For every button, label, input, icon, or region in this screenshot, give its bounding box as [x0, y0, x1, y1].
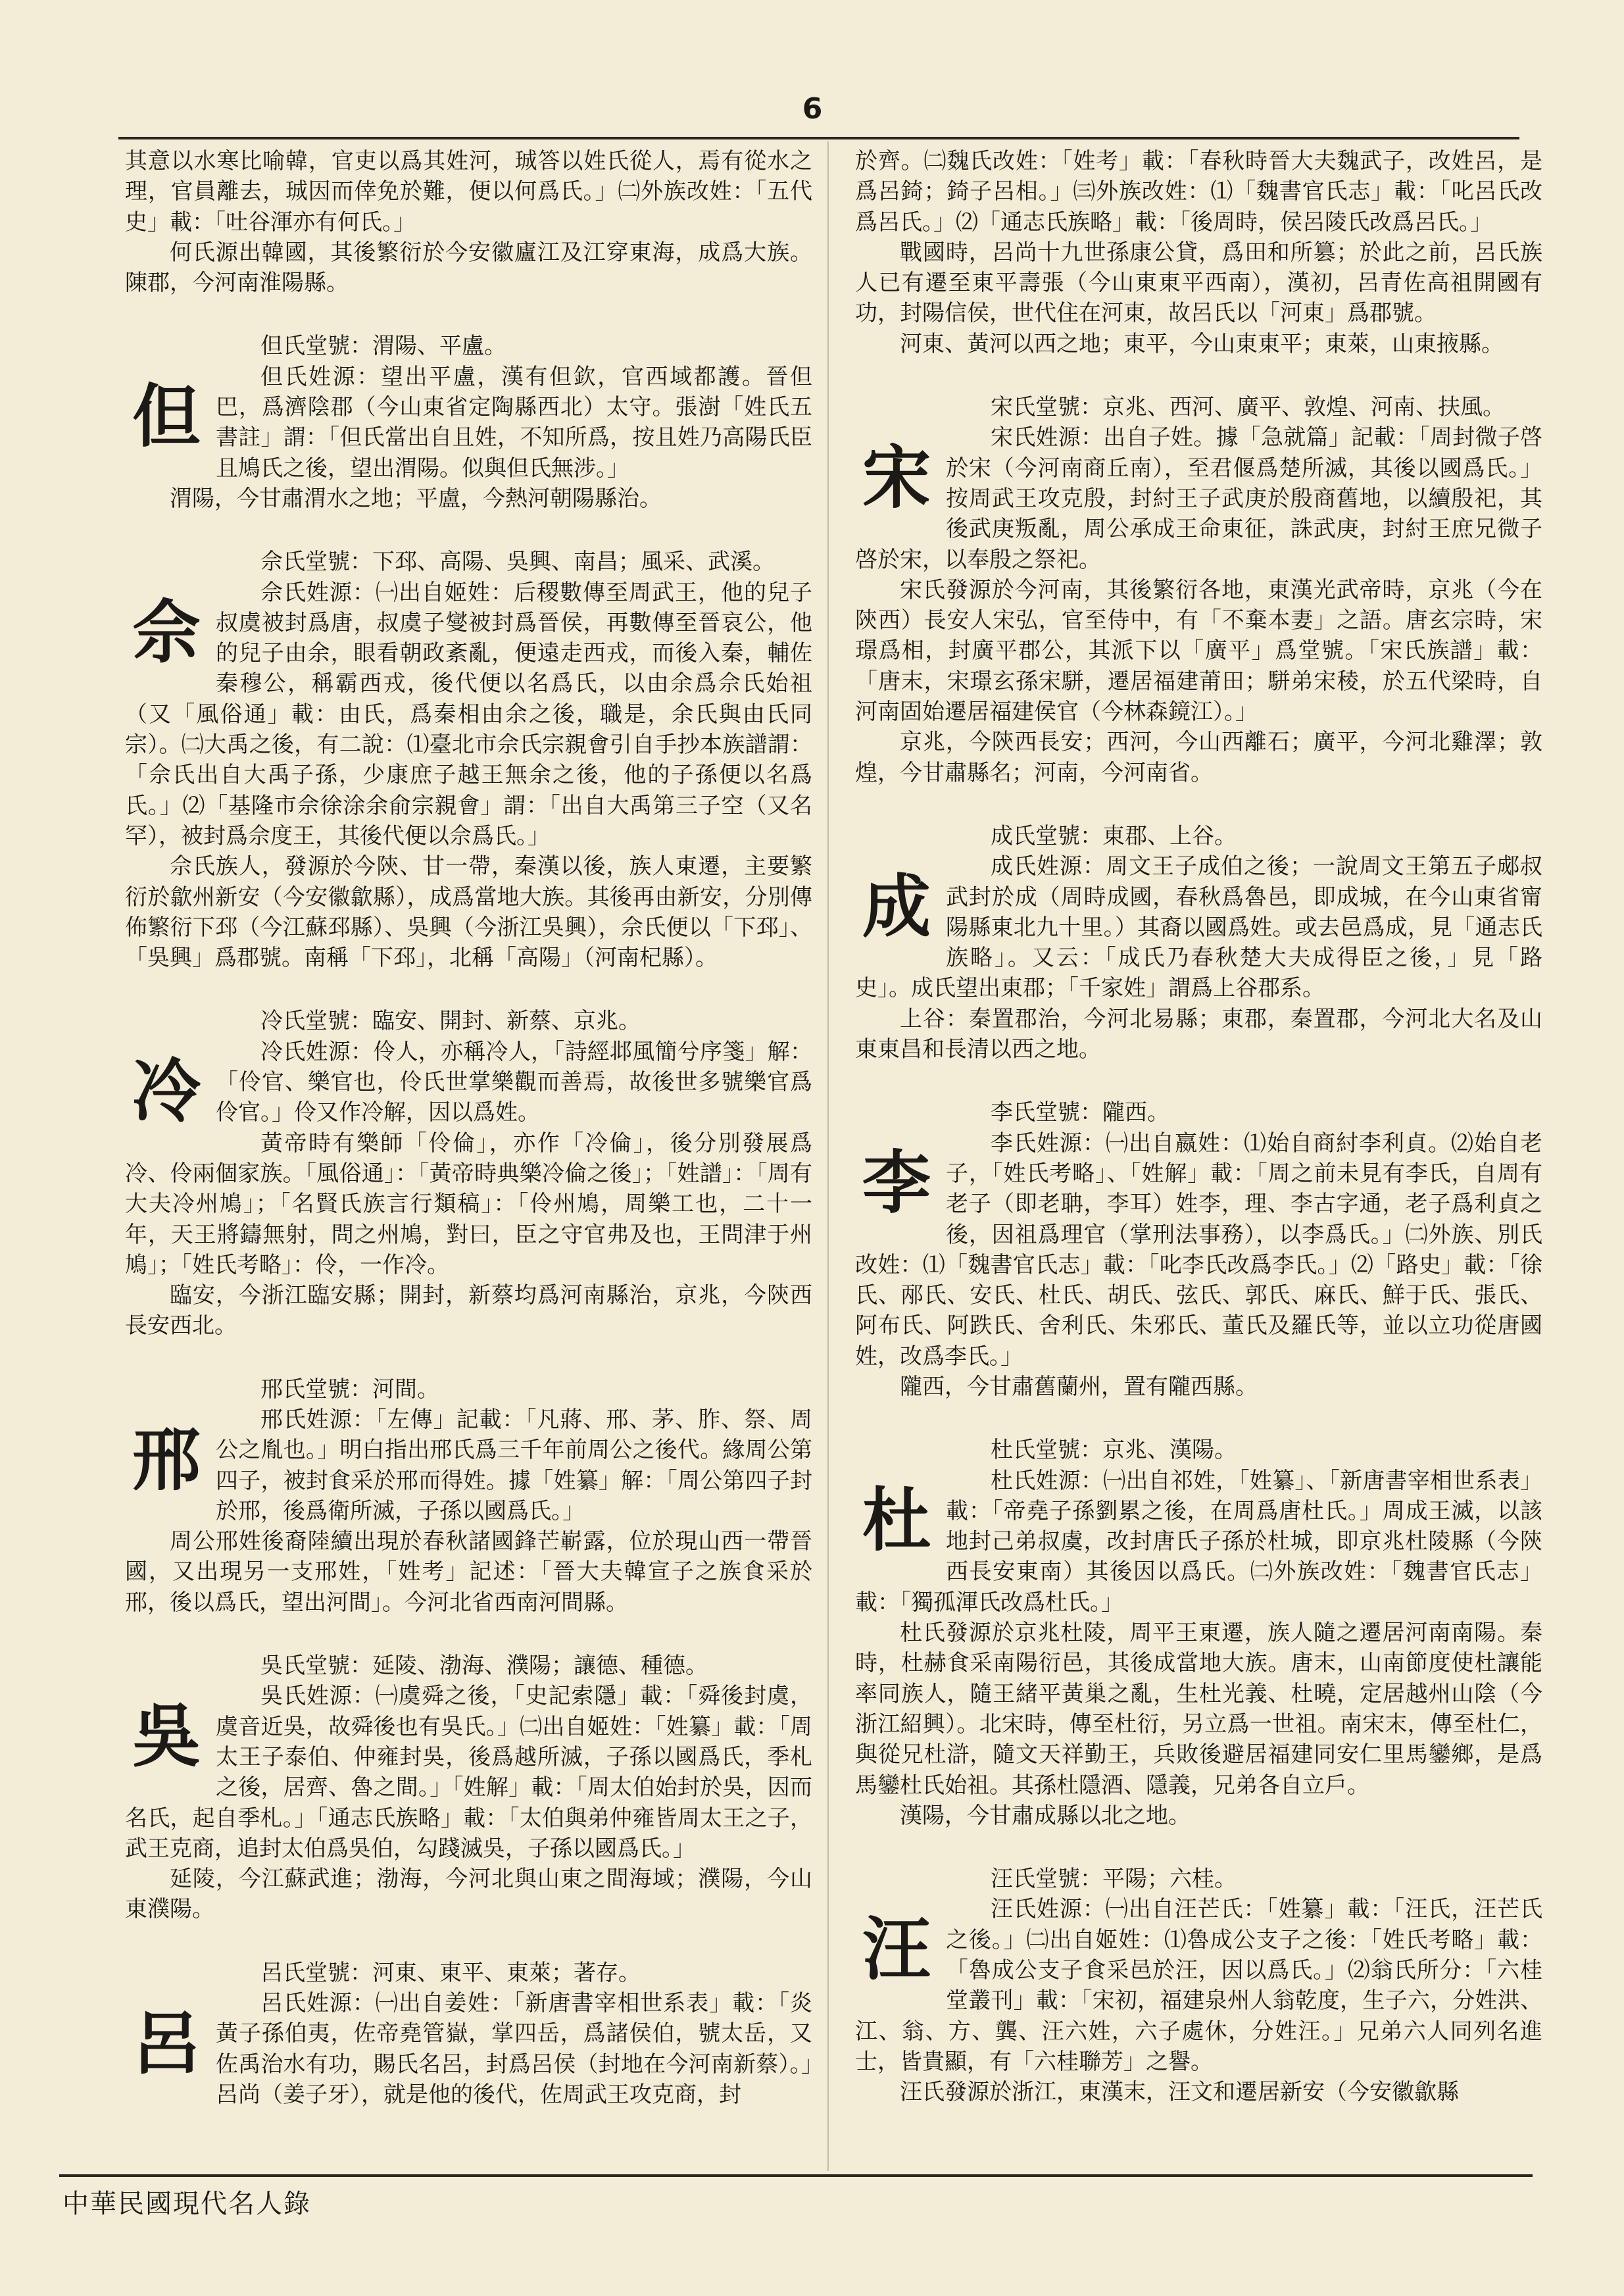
entry-paragraph: 佘氏姓源：㈠出自姬姓：后稷數傳至周武王，他的兒子叔虞被封爲唐，叔虞子燮被封爲晉侯，再數傳至晉哀公，他的兒子由余，眼看朝政紊亂，便遠走西戎，而後入秦，輔佐秦穆公，稱霸西戎，後代便以名爲氏，以由余爲佘氏始祖（又「風俗通」載：由氏，爲秦相由余之後，職是，余氏與由氏同宗）。㈡大禹之後，有二說：⑴臺北市佘氏宗親會引自手抄本族譜謂：「佘氏出自大禹子孫，少康庶子越王無余之後，他的子孫便以名爲氏。」⑵「基隆市佘徐涂余俞宗親會」謂：「出自大禹第三子空（又名罕），被封爲佘度王，其後代便以佘爲氏。」: [125, 579, 812, 849]
page-number: 6: [802, 92, 823, 126]
entry-paragraph: 佘氏族人，發源於今陝、甘一帶，秦漢以後，族人東遷，主要繁衍於歙州新安（今安徽歙縣），成爲當地大族。其後再由新安，分別傳佈繁衍下邳（今江蘇邳縣）、吳興（今浙江吳興），佘氏便以「下邳」、「吳興」爲郡號。南稱「下邳」，北稱「高陽」（河南杞縣）。: [125, 853, 812, 972]
entry-paragraph: 河東、黃河以西之地；東平，今山東東平；東萊，山東掖縣。: [900, 330, 1504, 357]
entry-paragraph: 呂氏堂號：河東、東平、東萊；著存。: [260, 1959, 641, 1986]
entry-paragraph: 漢陽，今甘肅成縣以北之地。: [900, 1802, 1191, 1829]
entry-paragraph: 邢氏堂號：河間。: [260, 1376, 439, 1403]
entry-paragraph: 渭陽，今甘肅渭水之地；平盧，今熱河朝陽縣治。: [170, 485, 662, 512]
surname-heading: 邢: [132, 1418, 201, 1500]
entry-paragraph: 成氏堂號：東郡、上谷。: [991, 822, 1237, 849]
entry-paragraph: 宋氏發源於今河南，其後繁衍各地，東漢光武帝時，京兆（今在陝西）長安人宋弘，官至侍中，有「不棄本妻」之語。唐玄宗時，宋璟爲相，封廣平郡公，其派下以「廣平」爲堂號。「宋氏族譜」載：「唐末，宋璟玄孫宋駢，遷居福建莆田；駢弟宋稜，於五代梁時，自河南固始遷居福建侯官（今林森鏡江）。」: [855, 576, 1542, 726]
entry-paragraph: 於齊。㈡魏氏改姓：「姓考」載：「春秋時晉大夫魏武子，改姓呂，是爲呂錡；錡子呂相。」㈢外族改姓：⑴「魏書官氏志」載：「叱呂氏改爲呂氏。」⑵「通志氏族略」載：「後周時，侯呂陵氏改爲呂氏。」: [855, 148, 1542, 236]
surname-entry: [855, 1435, 1542, 1831]
surname-entry: [855, 1097, 1542, 1402]
bottom-rule: [59, 2174, 1533, 2177]
surname-entry: [125, 547, 812, 973]
entry-paragraph: 延陵，今江蘇武進；渤海，今河北與山東之間海域；濮陽，今山東濮陽。: [125, 1866, 812, 1923]
entry-paragraph: 呂氏姓源：㈠出自姜姓：「新唐書宰相世系表」載：「炎黃子孫伯夷，佐帝堯管嶽，掌四岳，爲諸侯伯，號太岳，又佐禹治水有功，賜氏名呂，封爲呂侯（封地在今河南新蔡）。」呂尚（姜子牙），就是他的後代，佐周武王攻克商，封: [216, 1990, 812, 2108]
entry-paragraph: 汪氏發源於浙江，東漢末，汪文和遷居新安（今安徽歙縣: [900, 2079, 1459, 2106]
entry-paragraph: 何氏源出韓國，其後繁衍於今安徽廬江及江穿東海，成爲大族。陳郡，今河南淮陽縣。: [125, 239, 812, 297]
surname-entry: [855, 821, 1542, 1064]
entry-paragraph: 杜氏發源於京兆杜陵，周平王東遷，族人隨之遷居河南南陽。秦時，杜赫食采南陽衍邑，其後成當地大族。唐末，山南節度使杜讓能率同族人，隨王緒平黃巢之亂，生杜光義、杜曉，定居越州山陰（今浙江紹興）。北宋時，傳至杜衍，另立爲一世祖。南宋末，傳至杜仁，與從兄杜滸，隨文天祥勤王，兵敗後避居福建同安仁里馬鑾鄉，是爲馬鑾杜氏始祖。其孫杜隱酒、隱義，兄弟各自立戶。: [855, 1620, 1542, 1799]
entry-paragraph: 汪氏姓源：㈠出自汪芒氏：「姓纂」載：「汪氏，汪芒氏之後。」㈡出自姬姓：⑴魯成公支子之後：「姓氏考略」載：「魯成公支子食采邑於汪，因以爲氏。」⑵翁氏所分：「六桂堂叢刊」載：「宋初，福建泉州人翁乾度，生子六，分姓洪、江、翁、方、龔、汪六姓，六子處休，分姓汪。」兄弟六人同列名進士，皆貴顯，有「六桂聯芳」之譽。: [855, 1896, 1542, 2075]
entry-paragraph: 邢氏姓源：「左傳」記載：「凡蔣、邢、茅、胙、祭、周公之胤也。」明白指出邢氏爲三千年前周公之後代。緣周公第四子，被封食采於邢而得姓。據「姓纂」解：「周公第四子封於邢，後爲衛所滅，子孫以國爲氏。」: [216, 1406, 812, 1524]
surname-entry: [125, 1958, 812, 2110]
entry-paragraph: 但氏姓源：望出平盧，漢有但欽，官西域都護。晉但巴，爲濟陰郡（今山東省定陶縣西北）太守。張澍「姓氏五書註」謂：「但氏當出自且姓，不知所爲，按且姓乃高陽氏臣且鳩氏之後，望出渭陽。似與但氏無涉。」: [216, 363, 812, 482]
surname-entry: [125, 331, 812, 514]
surname-heading: 宋: [862, 437, 931, 518]
entry-paragraph: 宋氏姓源：出自子姓。據「急就篇」記載：「周封微子啓於宋（今河南商丘南），至君偃爲楚所滅，其後以國爲氏。」按周武王攻克殷，封紂王子武庚於殷商舊地，以續殷祀，其後武庚叛亂，周公承成王命東征，誅武庚，封紂王庶兄微子啓於宋，以奉殷之祭祀。: [855, 424, 1542, 573]
surname-heading: 但: [132, 376, 201, 457]
surname-heading: 呂: [132, 2002, 201, 2084]
entry-paragraph: 戰國時，呂尚十九世孫康公貸，爲田和所篡；於此之前，呂氏族人已有遷至東平壽張（今山東東平西南），漢初，呂青佐高祖開國有功，封陽信侯，世代住在河東，故呂氏以「河東」爲郡號。: [855, 239, 1542, 327]
entry-paragraph: 其意以水寒比喻韓，官吏以爲其姓河，珹答以姓氏從人，焉有從水之理，官員離去，珹因而倖免於難，便以何爲氏。」㈡外族改姓：「五代史」載：「吐谷渾亦有何氏。」: [125, 148, 812, 236]
top-rule: [118, 137, 1519, 139]
entry-paragraph: 黃帝時有樂師「伶倫」，亦作「冷倫」，後分別發展爲冷、伶兩個家族。「風俗通」：「黃帝時典樂冷倫之後」；「姓譜」：「周有大夫冷州鳩」；「名賢氏族言行類稿」：「伶州鳩，周樂工也，二十一年，天王將鑄無射，問之州鳩，對曰，臣之守官弗及也，王問津于州鳩」；「姓氏考略」：伶，一作冷。: [125, 1130, 812, 1278]
entry-paragraph: 京兆，今陝西長安；西河，今山西離石；廣平，今河北雞澤；敦煌，今甘肅縣名；河南，今河南省。: [855, 729, 1542, 786]
surname-entry: [125, 146, 812, 298]
column-separator: [827, 141, 829, 2171]
entry-paragraph: 但氏堂號：渭陽、平盧。: [260, 333, 506, 360]
surname-entry: [855, 392, 1542, 788]
surname-heading: 冷: [132, 1051, 201, 1132]
entry-paragraph: 杜氏堂號：京兆、漢陽。: [991, 1437, 1237, 1464]
entry-paragraph: 冷氏堂號：臨安、開封、新蔡、京兆。: [260, 1008, 641, 1035]
entry-paragraph: 上谷：秦置郡治，今河北易縣；東郡，秦置郡，今河北大名及山東東昌和長清以西之地。: [855, 1005, 1542, 1063]
surname-entry: [855, 146, 1542, 359]
surname-entry: [125, 1651, 812, 1925]
surname-entry: [125, 1374, 812, 1618]
surname-entry: [855, 1864, 1542, 2107]
surname-heading: 李: [862, 1142, 931, 1224]
entry-paragraph: 吳氏堂號：延陵、渤海、濮陽；讓德、種德。: [260, 1653, 708, 1680]
entry-paragraph: 隴西，今甘肅舊蘭州，置有隴西縣。: [900, 1373, 1258, 1400]
left-column: [125, 146, 812, 2110]
entry-paragraph: 杜氏姓源：㈠出自祁姓，「姓纂」、「新唐書宰相世系表」載：「帝堯子孫劉累之後，在周爲唐杜氏。」周成王滅，以該地封己弟叔虞，改封唐氏子孫於杜城，即京兆杜陵縣（今陝西長安東南）其後因以爲氏。㈡外族改姓：「魏書官氏志」載：「獨孤渾氏改爲杜氏。」: [855, 1467, 1542, 1616]
surname-heading: 成: [862, 865, 931, 947]
entry-paragraph: 李氏姓源：㈠出自嬴姓：⑴始自商紂李利貞。⑵始自老子，「姓氏考略」、「姓解」載：「周之前未見有李氏，自周有老子（即老聃，李耳）姓李，理、李古字通，老子爲利貞之後，因祖爲理官（掌刑法事務），以李爲氏。」㈡外族、別氏改姓：⑴「魏書官氏志」載：「叱李氏改爲李氏。」⑵「路史」載：「徐氏、邴氏、安氏、杜氏、胡氏、弦氏、郭氏、麻氏、鮮于氏、張氏、阿布氏、阿跌氏、舍利氏、朱邪氏、董氏及羅氏等，並以立功從唐國姓，改爲李氏。」: [855, 1130, 1542, 1370]
entry-paragraph: 吳氏姓源：㈠虞舜之後，「史記索隱」載：「舜後封虞，虞音近吳，故舜後也有吳氏。」㈡出自姬姓：「姓纂」載：「周太王子泰伯、仲雍封吳，後爲越所滅，子孫以國爲氏，季札之後，居齊、魯之間。」「姓解」載：「周太伯始封於吳，因而名氏，起自季札。」「通志氏族略」載：「太伯與弟仲雍皆周太王之子，武王克商，追封太伯爲吳伯，勾踐滅吳，子孫以國爲氏。」: [125, 1683, 812, 1862]
entry-paragraph: 成氏姓源：周文王子成伯之後；一說周文王第五子郕叔武封於成（周時成國，春秋爲魯邑，即成城，在今山東省甯陽縣東北九十里。）其裔以國爲姓。或去邑爲成，見「通志氏族略」。又云：「成氏乃春秋楚大夫成得臣之後，」見「路史」。成氏望出東郡；「千家姓」謂爲上谷郡系。: [855, 853, 1542, 1002]
right-column: [855, 146, 1542, 2108]
surname-heading: 汪: [862, 1909, 931, 1990]
footer-title: 中華民國現代名人錄: [62, 2189, 311, 2219]
surname-heading: 佘: [132, 591, 201, 673]
surname-entry: [125, 1006, 812, 1341]
entry-paragraph: 李氏堂號：隴西。: [991, 1099, 1169, 1126]
entry-paragraph: 冷氏姓源：伶人，亦稱冷人，「詩經邶風簡兮序箋」解：「伶官、樂官也，伶氏世掌樂觀而善焉，故後世多號樂官爲伶官。」伶又作冷解，因以爲姓。: [216, 1038, 812, 1126]
entry-paragraph: 周公邢姓後裔陸續出現於春秋諸國鋒芒嶄露，位於現山西一帶晉國，又出現另一支邢姓，「姓考」記述：「晉大夫韓宣子之族食采於邢，後以爲氏，望出河間」。今河北省西南河間縣。: [125, 1528, 812, 1616]
entry-paragraph: 宋氏堂號：京兆、西河、廣平、敦煌、河南、扶風。: [991, 394, 1505, 421]
surname-heading: 杜: [862, 1480, 931, 1561]
entry-paragraph: 臨安，今浙江臨安縣；開封，新蔡均爲河南縣治，京兆，今陝西長安西北。: [125, 1282, 812, 1339]
entry-paragraph: 佘氏堂號：下邳、高陽、吳興、南昌；風采、武溪。: [260, 549, 775, 576]
surname-heading: 吳: [132, 1695, 201, 1777]
entry-paragraph: 汪氏堂號：平陽；六桂。: [991, 1866, 1237, 1893]
